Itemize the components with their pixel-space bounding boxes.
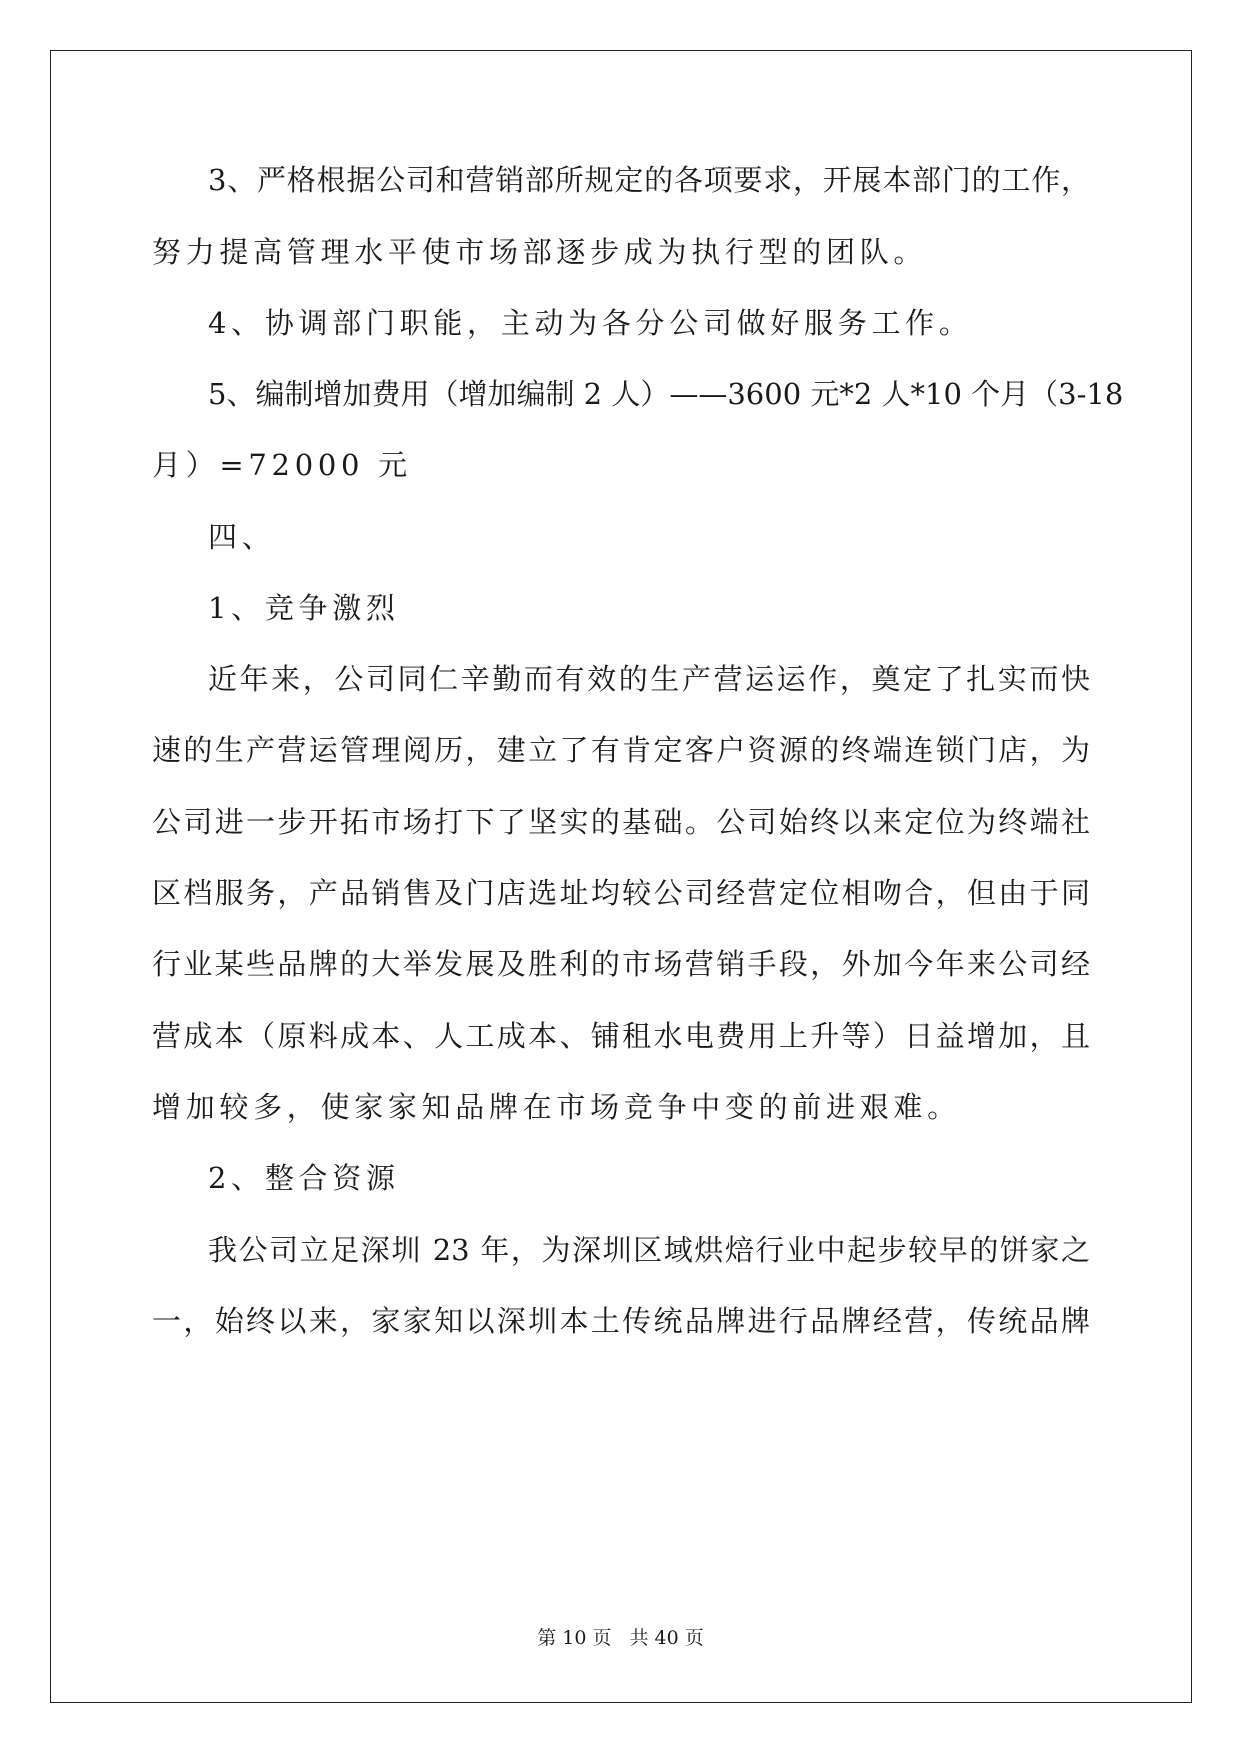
- page-number-current: 第 10 页: [537, 1627, 612, 1649]
- page-footer: [0, 1626, 1241, 1650]
- page-number-total: 共 40 页: [629, 1627, 704, 1649]
- paragraph-competition-line-1: 近年来，公司同仁辛勤而有效的生产营运运作，奠定了扎实而快: [208, 662, 1090, 696]
- paragraph-competition-line-5: 行业某些品牌的大举发展及胜利的市场营销手段，外加今年来公司经: [152, 947, 1090, 981]
- section-heading-four: 四、: [208, 520, 276, 554]
- paragraph-resources-line-2: 一，始终以来，家家知以深圳本土传统品牌进行品牌经营，传统品牌: [152, 1304, 1090, 1338]
- subheading-integrate-resources: 2、整合资源: [208, 1161, 400, 1195]
- paragraph-competition-line-6: 营成本（原料成本、人工成本、铺租水电费用上升等）日益增加，且: [152, 1019, 1090, 1053]
- paragraph-competition-line-7: 增加较多，使家家知品牌在市场竞争中变的前进艰难。: [152, 1090, 961, 1124]
- paragraph-item-3-line-1: 3、严格根据公司和营销部所规定的各项要求，开展本部门的工作，: [208, 163, 1090, 197]
- paragraph-competition-line-3: 公司进一步开拓市场打下了坚实的基础。公司始终以来定位为终端社: [152, 805, 1090, 839]
- paragraph-competition-line-2: 速的生产营运管理阅历，建立了有肯定客户资源的终端连锁门店，为: [152, 733, 1090, 767]
- paragraph-item-4: 4、协调部门职能，主动为各分公司做好服务工作。: [208, 306, 973, 340]
- subheading-competition: 1、竞争激烈: [208, 591, 400, 625]
- paragraph-item-5-line-2: 月）=72000 元: [152, 448, 412, 482]
- paragraph-resources-line-1: 我公司立足深圳 23 年，为深圳区域烘焙行业中起步较早的饼家之: [208, 1233, 1090, 1267]
- paragraph-competition-line-4: 区档服务，产品销售及门店选址均较公司经营定位相吻合，但由于同: [152, 876, 1090, 910]
- paragraph-item-5-line-1: 5、编制增加费用（增加编制 2 人）——3600 元*2 人*10 个月（3-18: [208, 377, 1124, 411]
- paragraph-item-3-line-2: 努力提高管理水平使市场部逐步成为执行型的团队。: [152, 235, 928, 269]
